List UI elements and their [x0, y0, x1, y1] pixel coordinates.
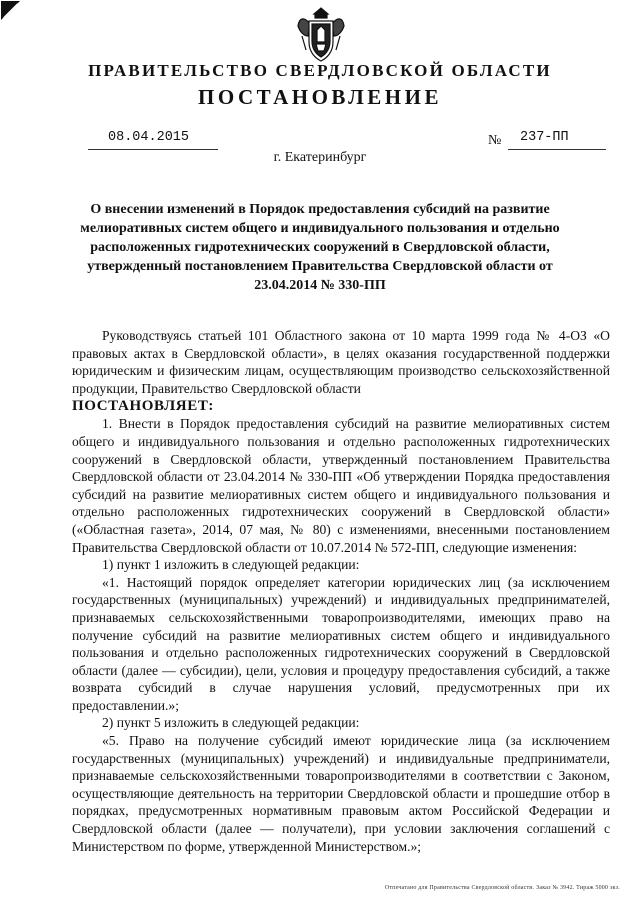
document-type: ПОСТАНОВЛЕНИЕ: [198, 85, 442, 109]
preamble-paragraph: Руководствуясь статьей 101 Областного закона от 10 марта 1999 года № 4-ОЗ «О правовых актах в Свердловской области», в целях оказания государственной поддержки юридическим и физическим лицам, осуществляющим производство сельскохозяйственной продукции, Правительство Свердловской области: [72, 328, 610, 396]
coat-of-arms-emblem: [296, 6, 346, 64]
document-date: 08.04.2015: [108, 130, 190, 145]
organization-name: ПРАВИТЕЛЬСТВО СВЕРДЛОВСКОЙ ОБЛАСТИ: [88, 61, 552, 80]
subitem-2-intro: 2) пункт 5 изложить в следующей редакции:: [102, 715, 360, 731]
document-number: 237-ПП: [520, 130, 569, 145]
resolves-heading: ПОСТАНОВЛЯЕТ:: [72, 398, 215, 415]
city: г. Екатеринбург: [273, 150, 367, 165]
corner-mark: [0, 0, 22, 22]
document-body: [72, 327, 610, 855]
document-title: О внесении изменений в Порядок предоставления субсидий на развитие мелиоративных систем общего и индивидуального пользования и отдельно расположенных гидротехнических сооружений в Свердловской области, утвержденный постановлением Правительства Свердловской области от 23.04.2014 № 330-ПП: [80, 202, 560, 293]
subitem-2-text: «5. Право на получение субсидий имеют юридические лица (за исключением государственных (муниципальных) учреждений) и индивидуальные предприниматели, признаваемые сельскохозяйственными товаропроизводителями в соответствии с Законом, осуществляющие деятельность на территории Свердловской области и прошедшие отбор в порядках, предусмотренных нормативным правовым актом Российской Федерации и Свердловской области (далее — получатели), при условии заключения соглашений с Министерством по форме, утвержденной Министерством.»;: [72, 733, 610, 854]
print-footer: Отпечатано для Правительства Свердловской области. Заказ № 3942. Тираж 5000 экз.: [384, 885, 620, 891]
number-sign: №: [488, 133, 502, 148]
subitem-1-text: «1. Настоящий порядок определяет категории юридических лиц (за исключением государственных (муниципальных) учреждений) и индивидуальных предпринимателей, признаваемых сельскохозяйственными товаропроизводителями, имеющих право на получение субсидий на развитие мелиоративных систем общего и индивидуального пользования и отдельно расположенных гидротехнических сооружений в Свердловской области (далее — субсидии), цели, условия и процедуру предоставления субсидий, а также возврата субсидий в случае нарушения условий, предусмотренных при их предоставлении.»;: [72, 574, 610, 713]
item-1-paragraph: 1. Внести в Порядок предоставления субсидий на развитие мелиоративных систем общего и индивидуального пользования и отдельно расположенных гидротехнических сооружений в Свердловской области, утвержденный постановлением Правительства Свердловской области от 23.04.2014 № 330-ПП «Об утверждении Порядка предоставления субсидий на развитие мелиоративных систем общего и индивидуального пользования и отдельно расположенных гидротехнических сооружений в Свердловской области» («Областная газета», 2014, 07 мая, № 80) с изменениями, внесенными постановлением Правительства Свердловской области от 10.07.2014 № 572-ПП, следующие изменения:: [72, 416, 610, 555]
subitem-1-intro: 1) пункт 1 изложить в следующей редакции:: [102, 557, 360, 573]
